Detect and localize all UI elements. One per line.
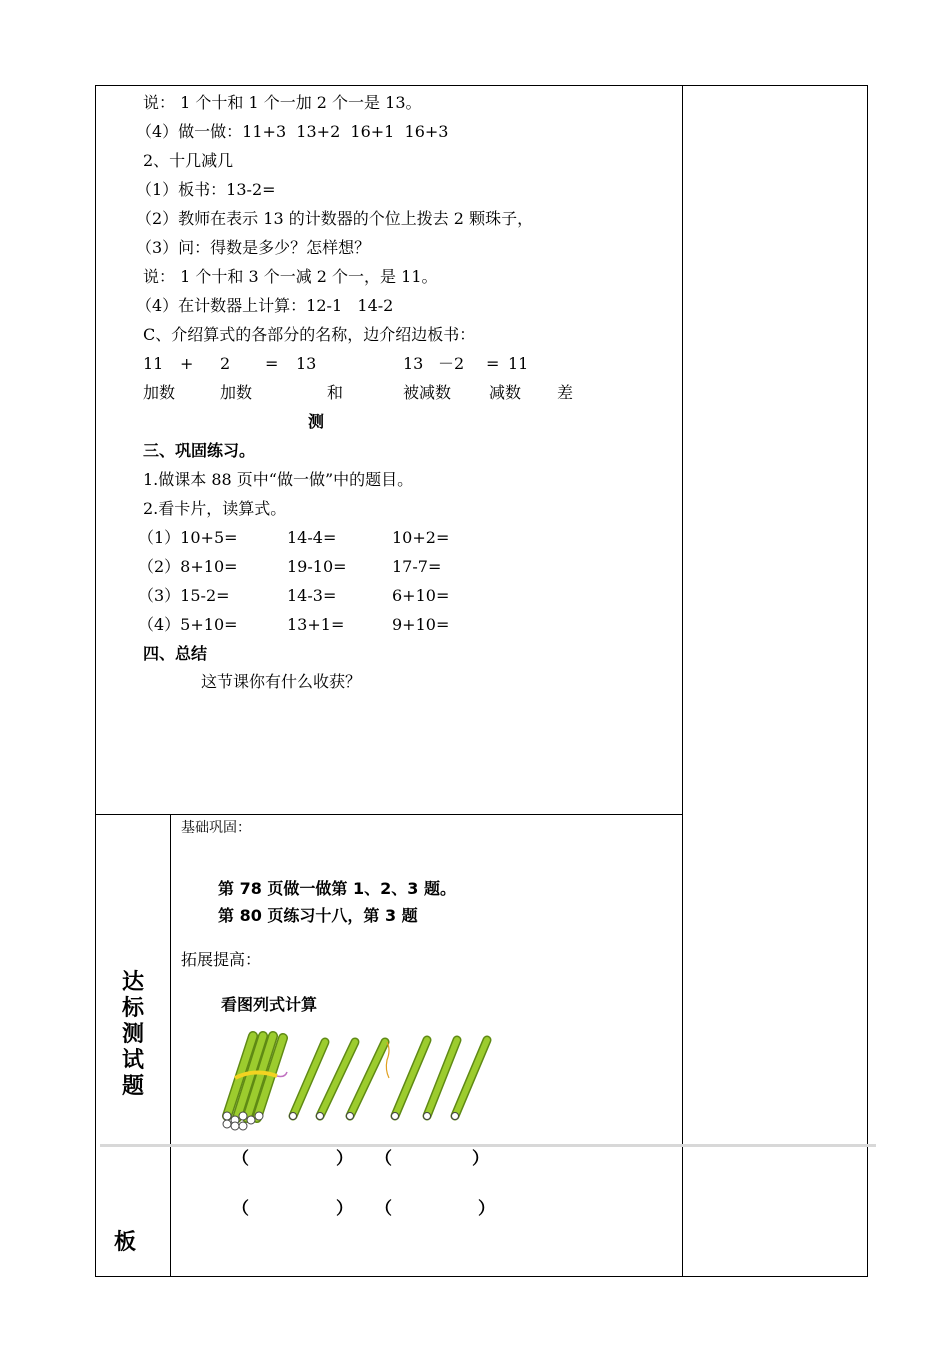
- card-2-a: （2）8+10=: [138, 557, 238, 576]
- card-4-c: 9+10=: [392, 615, 450, 634]
- lesson-line-8: （4）在计数器上计算：12-1 14-2: [136, 296, 394, 315]
- table-left-border: [95, 85, 96, 1276]
- card-4-b: 13+1=: [287, 615, 345, 634]
- answer-paren-4-close: ）: [478, 1199, 495, 1219]
- card-3-a: （3）15-2=: [138, 586, 230, 605]
- label-column-divider: [170, 814, 171, 1276]
- test-side-label: 达标测试题: [121, 970, 144, 1099]
- card-1-a: （1）10+5=: [138, 528, 238, 547]
- formula-minuend: 13: [403, 354, 424, 373]
- card-4-a: （4）5+10=: [138, 615, 238, 634]
- name-addend-1: 加数: [143, 383, 176, 402]
- card-1-b: 14-4=: [287, 528, 337, 547]
- answer-paren-1-close: ）: [336, 1149, 353, 1169]
- lesson-line-7: 说： 1 个十和 3 个一减 2 个一，是 11。: [143, 267, 438, 286]
- formula-plus: +: [180, 354, 194, 373]
- answer-paren-1-open: （: [232, 1149, 249, 1169]
- formula-equals-1: =: [265, 354, 279, 373]
- card-2-c: 17-7=: [392, 557, 442, 576]
- formula-addend-2: 2: [220, 354, 231, 373]
- answer-paren-4-open: （: [375, 1199, 392, 1219]
- formula-equals-2: =: [486, 354, 500, 373]
- basic-item-1: 第 78 页做一做第 1、2、3 题。: [218, 879, 456, 898]
- sticks-illustration: [215, 1028, 505, 1140]
- section-3-item-2: 2.看卡片，读算式。: [143, 499, 287, 518]
- formula-addend-1: 11: [143, 354, 164, 373]
- formula-minus: －2: [438, 354, 465, 373]
- lesson-line-2: （4）做一做：11+3 13+2 16+1 16+3: [136, 122, 449, 141]
- right-column-divider: [682, 85, 683, 1276]
- name-minuend: 被减数: [403, 383, 452, 402]
- extend-label: 拓展提高：: [181, 950, 262, 969]
- board-side-label: 板: [113, 1230, 136, 1255]
- table-bottom-border: [95, 1276, 868, 1277]
- section-4-title: 四、总结: [143, 644, 208, 663]
- lesson-line-1: 说： 1 个十和 1 个一加 2 个一是 13。: [143, 93, 422, 112]
- section-3-title: 三、巩固练习。: [143, 441, 256, 460]
- table-top-border: [95, 85, 868, 86]
- table-right-border: [867, 85, 868, 1276]
- name-sum: 和: [327, 383, 344, 402]
- name-subtrahend: 减数: [489, 383, 522, 402]
- stick-bundle: [223, 1036, 287, 1130]
- card-2-b: 19-10=: [287, 557, 347, 576]
- section-4-text: 这节课你有什么收获？: [201, 672, 362, 691]
- picture-title: 看图列式计算: [221, 995, 318, 1014]
- basic-label: 基础巩固：: [181, 820, 251, 836]
- card-3-c: 6+10=: [392, 586, 450, 605]
- card-1-c: 10+2=: [392, 528, 450, 547]
- row-divider-1: [95, 814, 682, 815]
- basic-item-2: 第 80 页练习十八，第 3 题: [218, 906, 418, 925]
- lesson-line-5: （2）教师在表示 13 的计数器的个位上拨去 2 颗珠子，: [136, 209, 534, 228]
- lesson-line-4: （1）板书：13-2=: [136, 180, 276, 199]
- lesson-line-3: 2、十几减几: [143, 151, 234, 170]
- single-sticks: [290, 1040, 488, 1120]
- ce-char: 测: [308, 412, 325, 431]
- formula-sum: 13: [296, 354, 317, 373]
- answer-paren-3-open: （: [232, 1199, 249, 1219]
- answer-paren-2-close: ）: [472, 1149, 489, 1169]
- formula-difference: 11: [508, 354, 529, 373]
- answer-paren-3-close: ）: [336, 1199, 353, 1219]
- card-3-b: 14-3=: [287, 586, 337, 605]
- section-3-item-1: 1.做课本 88 页中“做一做”中的题目。: [143, 470, 414, 489]
- name-addend-2: 加数: [220, 383, 253, 402]
- name-difference: 差: [557, 383, 574, 402]
- lesson-line-9: C、介绍算式的各部分的名称，边介绍边板书：: [143, 325, 476, 344]
- answer-paren-2-open: （: [375, 1149, 392, 1169]
- lesson-line-6: （3）问：得数是多少？怎样想？: [136, 238, 371, 257]
